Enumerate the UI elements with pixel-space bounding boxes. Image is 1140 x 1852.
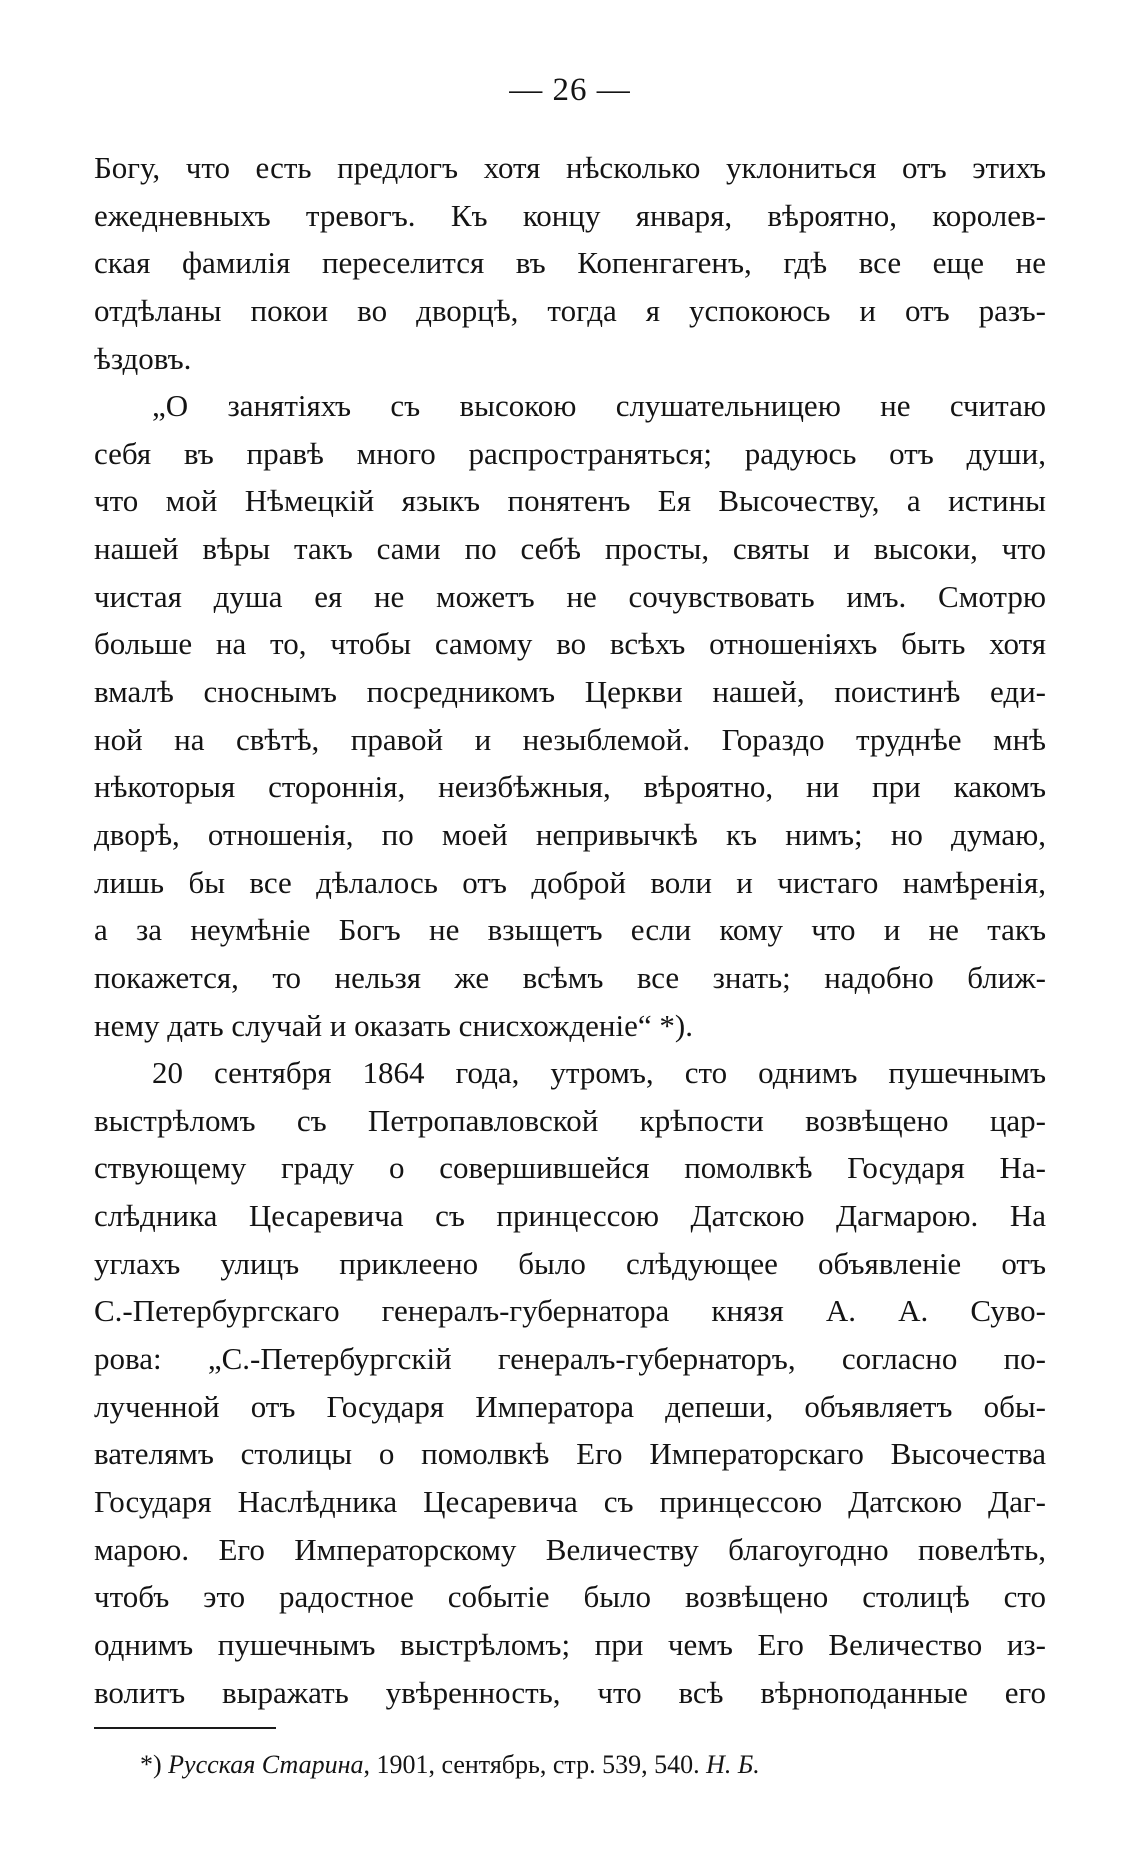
text-line: покажется, то нельзя же всѣмъ все знать; надобно ближ- [94, 959, 1046, 995]
text-line: ѣздовъ. [94, 340, 192, 376]
text-line: ежедневныхъ тревогъ. Къ концу января, вѣроятно, королев- [94, 197, 1046, 233]
footnote-marker: *) [140, 1750, 162, 1779]
text-line: а за неумѣніе Богъ не взыщетъ если кому что и не такъ [94, 912, 1046, 948]
text-line: ной на свѣтѣ, правой и незыблемой. Гораздо труднѣе мнѣ [94, 721, 1046, 757]
text-line: себя въ правѣ много распространяться; радуюсь отъ души, [94, 435, 1046, 471]
text-line: 20 сентября 1864 года, утромъ, сто однимъ пушечнымъ [152, 1055, 1046, 1091]
text-line: рова: „С.-Петербургскій генералъ-губернаторъ, согласно по- [94, 1341, 1046, 1377]
footnote [140, 1750, 760, 1780]
text-line: выстрѣломъ съ Петропавловской крѣпости возвѣщено цар- [94, 1102, 1046, 1138]
text-line: Государя Наслѣдника Цесаревича съ принцессою Датскою Даг- [94, 1483, 1046, 1519]
body-text [94, 144, 1046, 1716]
text-line: чтобъ это радостное событіе было возвѣщено столицѣ сто [94, 1579, 1046, 1615]
text-line: отдѣланы покои во дворцѣ, тогда я успокоюсь и отъ разъ- [94, 292, 1046, 328]
text-line: С.-Петербургскаго генералъ-губернатора князя А. А. Суво- [94, 1293, 1046, 1329]
text-line: дворѣ, отношенія, по моей непривычкѣ къ нимъ; но думаю, [94, 816, 1046, 852]
text-line: вмалѣ сноснымъ посредникомъ Церкви нашей, поистинѣ еди- [94, 674, 1046, 710]
page-number: — 26 — [509, 72, 631, 108]
footnote-source-title: Русская Старина [168, 1750, 364, 1779]
text-line: лученной отъ Государя Императора депеши, объявляетъ обы- [94, 1388, 1046, 1424]
text-line: волитъ выражать увѣренность, что всѣ вѣрноподанные его [94, 1674, 1046, 1710]
text-line: слѣдника Цесаревича съ принцессою Датскою Дагмарою. На [94, 1198, 1046, 1234]
text-line: марою. Его Императорскому Величеству благоугодно повелѣть, [94, 1531, 1046, 1567]
text-line: больше на то, чтобы самому во всѣхъ отношеніяхъ быть хотя [94, 626, 1046, 662]
text-line: „О занятіяхъ съ высокою слушательницею не считаю [152, 388, 1046, 424]
text-line: однимъ пушечнымъ выстрѣломъ; при чемъ Его Величество из- [94, 1626, 1046, 1662]
text-line: чистая душа ея не можетъ не сочувствовать имъ. Смотрю [94, 578, 1046, 614]
text-line: нѣкоторыя стороннія, неизбѣжныя, вѣроятно, ни при какомъ [94, 769, 1046, 805]
text-line: нему дать случай и оказать снисхожденіе“ *). [94, 1007, 693, 1043]
footnote-details: , 1901, сентябрь, стр. 539, 540. [363, 1750, 700, 1779]
footnote-divider [94, 1727, 276, 1729]
text-line: лишь бы все дѣлалось отъ доброй воли и чистаго намѣренія, [94, 864, 1046, 900]
text-line: что мой Нѣмецкій языкъ понятенъ Ея Высочеству, а истины [94, 483, 1046, 519]
text-line: углахъ улицъ приклеено было слѣдующее объявленіе отъ [94, 1245, 1046, 1281]
text-line: Богу, что есть предлогъ хотя нѣсколько уклониться отъ этихъ [94, 150, 1046, 185]
footnote-initials: Н. Б. [706, 1750, 760, 1779]
text-line: вателямъ столицы о помолвкѣ Его Императорскаго Высочества [94, 1436, 1046, 1472]
text-line: ская фамилія переселится въ Копенгагенъ, гдѣ все еще не [94, 245, 1046, 281]
text-line: ствующему граду о совершившейся помолвкѣ Государя На- [94, 1150, 1046, 1186]
text-line: нашей вѣры такъ сами по себѣ просты, святы и высоки, что [94, 531, 1046, 567]
